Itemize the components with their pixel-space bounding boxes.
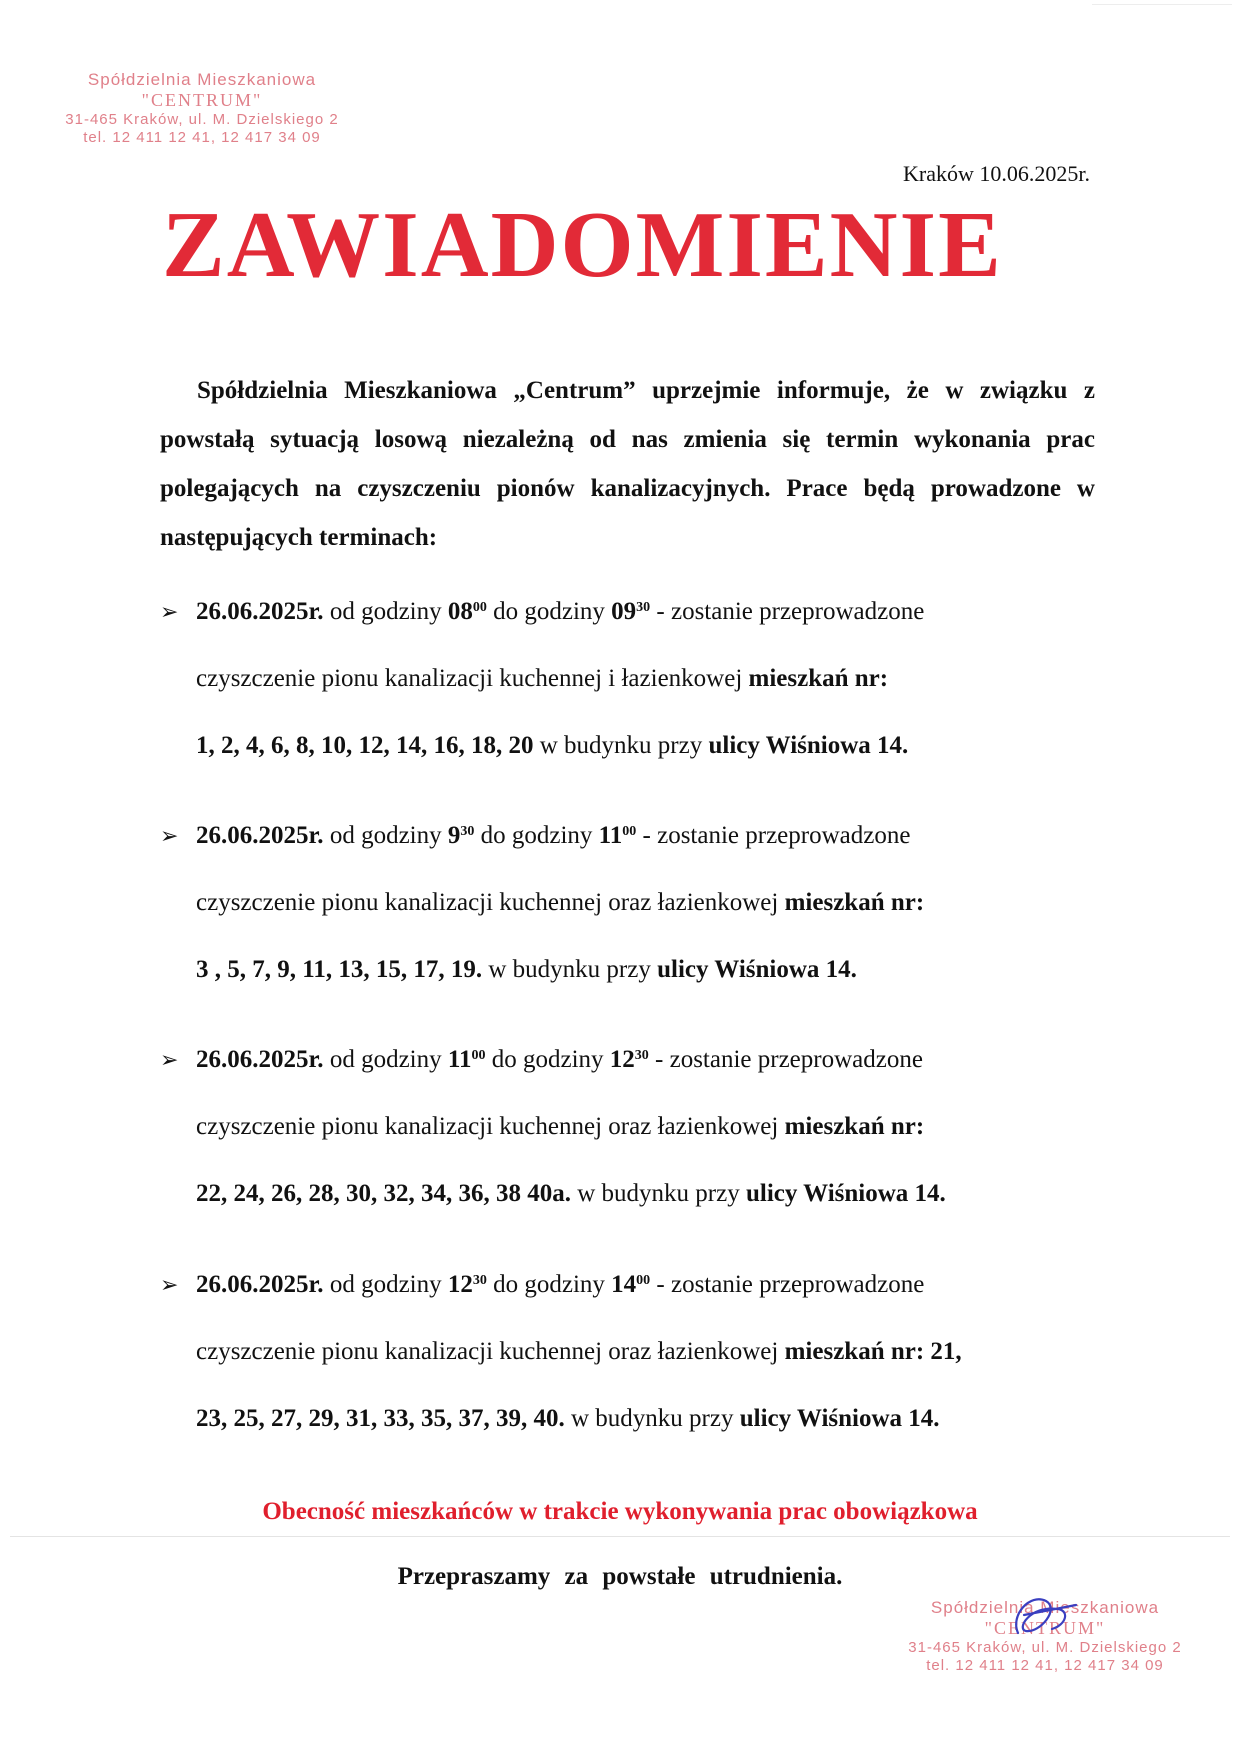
schedule-line-1: [160, 1268, 1100, 1335]
schedule-line-2: [160, 1110, 1100, 1177]
building-text: w budynku przy: [571, 1405, 734, 1432]
building-text: w budynku przy: [539, 732, 703, 759]
action-text: - zostanie przeprowadzone: [656, 598, 925, 625]
flats-label: mieszkań nr:: [784, 1113, 925, 1140]
stamp-name: Spółdzielnia Mieszkaniowa: [930, 1598, 1160, 1617]
apology-line: Przepraszamy za powstałe utrudnienia.: [397, 1563, 843, 1590]
from-minute: 30: [472, 1273, 487, 1288]
flat-numbers: 1, 2, 4, 6, 8, 10, 12, 14, 16, 18, 20: [196, 732, 534, 759]
work-description: czyszczenie pionu kanalizacji kuchennej i łazienkowej: [196, 665, 743, 692]
schedule-item: [160, 1043, 1100, 1244]
to-label: do godziny: [493, 1271, 605, 1298]
document-date: Kraków 10.06.2025r.: [903, 161, 1090, 186]
to-hour: 14: [611, 1271, 637, 1298]
flats-label: mieszkań nr:: [748, 665, 889, 692]
attendance-notice: Obecność mieszkańców w trakcie wykonywania prac obowiązkowa: [262, 1498, 978, 1525]
action-text: - zostanie przeprowadzone: [656, 1271, 925, 1298]
from-minute: 00: [471, 1048, 486, 1063]
schedule-line-3: [160, 1177, 1100, 1244]
from-label: od godziny: [329, 1271, 442, 1298]
to-minute: 00: [636, 1273, 651, 1288]
schedule-line-3: [160, 1402, 1100, 1469]
work-description: czyszczenie pionu kanalizacji kuchennej oraz łazienkowej: [196, 889, 779, 916]
schedule-line-1: [160, 819, 1100, 886]
arrow-bullet-icon: ➢: [160, 1272, 179, 1297]
building-text: w budynku przy: [577, 1180, 740, 1207]
flats-label: mieszkań nr: 21,: [784, 1338, 962, 1365]
schedule-line-2: [160, 886, 1100, 953]
to-label: do godziny: [493, 598, 605, 625]
from-label: od godziny: [329, 822, 442, 849]
to-label: do godziny: [491, 1046, 604, 1073]
street-address: ulicy Wiśniowa 14.: [657, 956, 857, 983]
from-hour: 11: [447, 1046, 472, 1073]
work-description: czyszczenie pionu kanalizacji kuchennej oraz łazienkowej: [196, 1338, 779, 1365]
from-label: od godziny: [329, 1046, 442, 1073]
schedule-date: 26.06.2025r.: [196, 598, 324, 625]
stamp-phone: tel. 12 411 12 41, 12 417 34 09: [926, 1656, 1164, 1674]
to-hour: 12: [609, 1046, 635, 1073]
cooperative-stamp-top: [62, 70, 342, 147]
stamp-address: 31-465 Kraków, ul. M. Dzielskiego 2: [65, 111, 339, 129]
to-minute: 00: [622, 824, 637, 839]
schedule-date: 26.06.2025r.: [196, 1271, 324, 1298]
arrow-bullet-icon: ➢: [160, 1047, 179, 1072]
arrow-bullet-icon: ➢: [160, 599, 179, 624]
to-hour: 11: [598, 822, 623, 849]
schedule-item: [160, 595, 1100, 796]
action-text: - zostanie przeprowadzone: [655, 1046, 923, 1073]
scan-edge-line: [1092, 4, 1232, 5]
flat-numbers: 23, 25, 27, 29, 31, 33, 35, 37, 39, 40.: [196, 1405, 565, 1432]
handwritten-signature: [1000, 1585, 1090, 1650]
stamp-name: Spółdzielnia Mieszkaniowa: [87, 70, 317, 89]
schedule-date: 26.06.2025r.: [196, 822, 324, 849]
street-address: ulicy Wiśniowa 14.: [708, 732, 909, 759]
schedule-line-3: [160, 953, 1100, 1020]
action-text: - zostanie przeprowadzone: [642, 822, 911, 849]
stamp-address: 31-465 Kraków, ul. M. Dzielskiego 2: [908, 1639, 1182, 1657]
schedule-line-1: [160, 595, 1100, 662]
scan-divider: [10, 1536, 1230, 1537]
schedule-line-2: [160, 1335, 1100, 1402]
schedule-line-2: [160, 662, 1100, 729]
from-label: od godziny: [329, 598, 442, 625]
stamp-brand: "CENTRUM": [984, 1618, 1106, 1639]
work-description: czyszczenie pionu kanalizacji kuchennej oraz łazienkowej: [196, 1113, 779, 1140]
flat-numbers: 22, 24, 26, 28, 30, 32, 34, 36, 38 40a.: [196, 1180, 571, 1207]
schedule-item: [160, 819, 1100, 1020]
schedule-line-3: [160, 729, 1100, 796]
intro-paragraph: [160, 366, 1095, 562]
to-minute: 30: [634, 1048, 649, 1063]
building-text: w budynku przy: [488, 956, 651, 983]
from-minute: 30: [460, 824, 475, 839]
to-hour: 09: [611, 598, 637, 625]
to-minute: 30: [636, 600, 651, 615]
from-hour: 12: [447, 1271, 473, 1298]
from-hour: 9: [447, 822, 461, 849]
intro-text: Spółdzielnia Mieszkaniowa „Centrum” uprzejmie informuje, że w związku z powstałą sytuacją losową niezależną od nas zmienia się termin wykonania prac polegających na czyszczeniu pionów kanalizacyjnych. Prace będą prowadzone w następujących terminach:: [160, 377, 1095, 551]
from-minute: 00: [472, 600, 487, 615]
street-address: ulicy Wiśniowa 14.: [739, 1405, 940, 1432]
schedule-date: 26.06.2025r.: [196, 1046, 324, 1073]
flats-label: mieszkań nr:: [784, 889, 925, 916]
to-label: do godziny: [480, 822, 593, 849]
schedule-line-1: [160, 1043, 1100, 1110]
document-title: ZAWIADOMIENIE: [162, 193, 1003, 297]
stamp-brand: "CENTRUM": [141, 90, 263, 111]
schedule-item: [160, 1268, 1100, 1469]
stamp-phone: tel. 12 411 12 41, 12 417 34 09: [83, 128, 321, 146]
street-address: ulicy Wiśniowa 14.: [745, 1180, 946, 1207]
flat-numbers: 3 , 5, 7, 9, 11, 13, 15, 17, 19.: [196, 956, 483, 983]
from-hour: 08: [447, 598, 473, 625]
arrow-bullet-icon: ➢: [160, 823, 179, 848]
